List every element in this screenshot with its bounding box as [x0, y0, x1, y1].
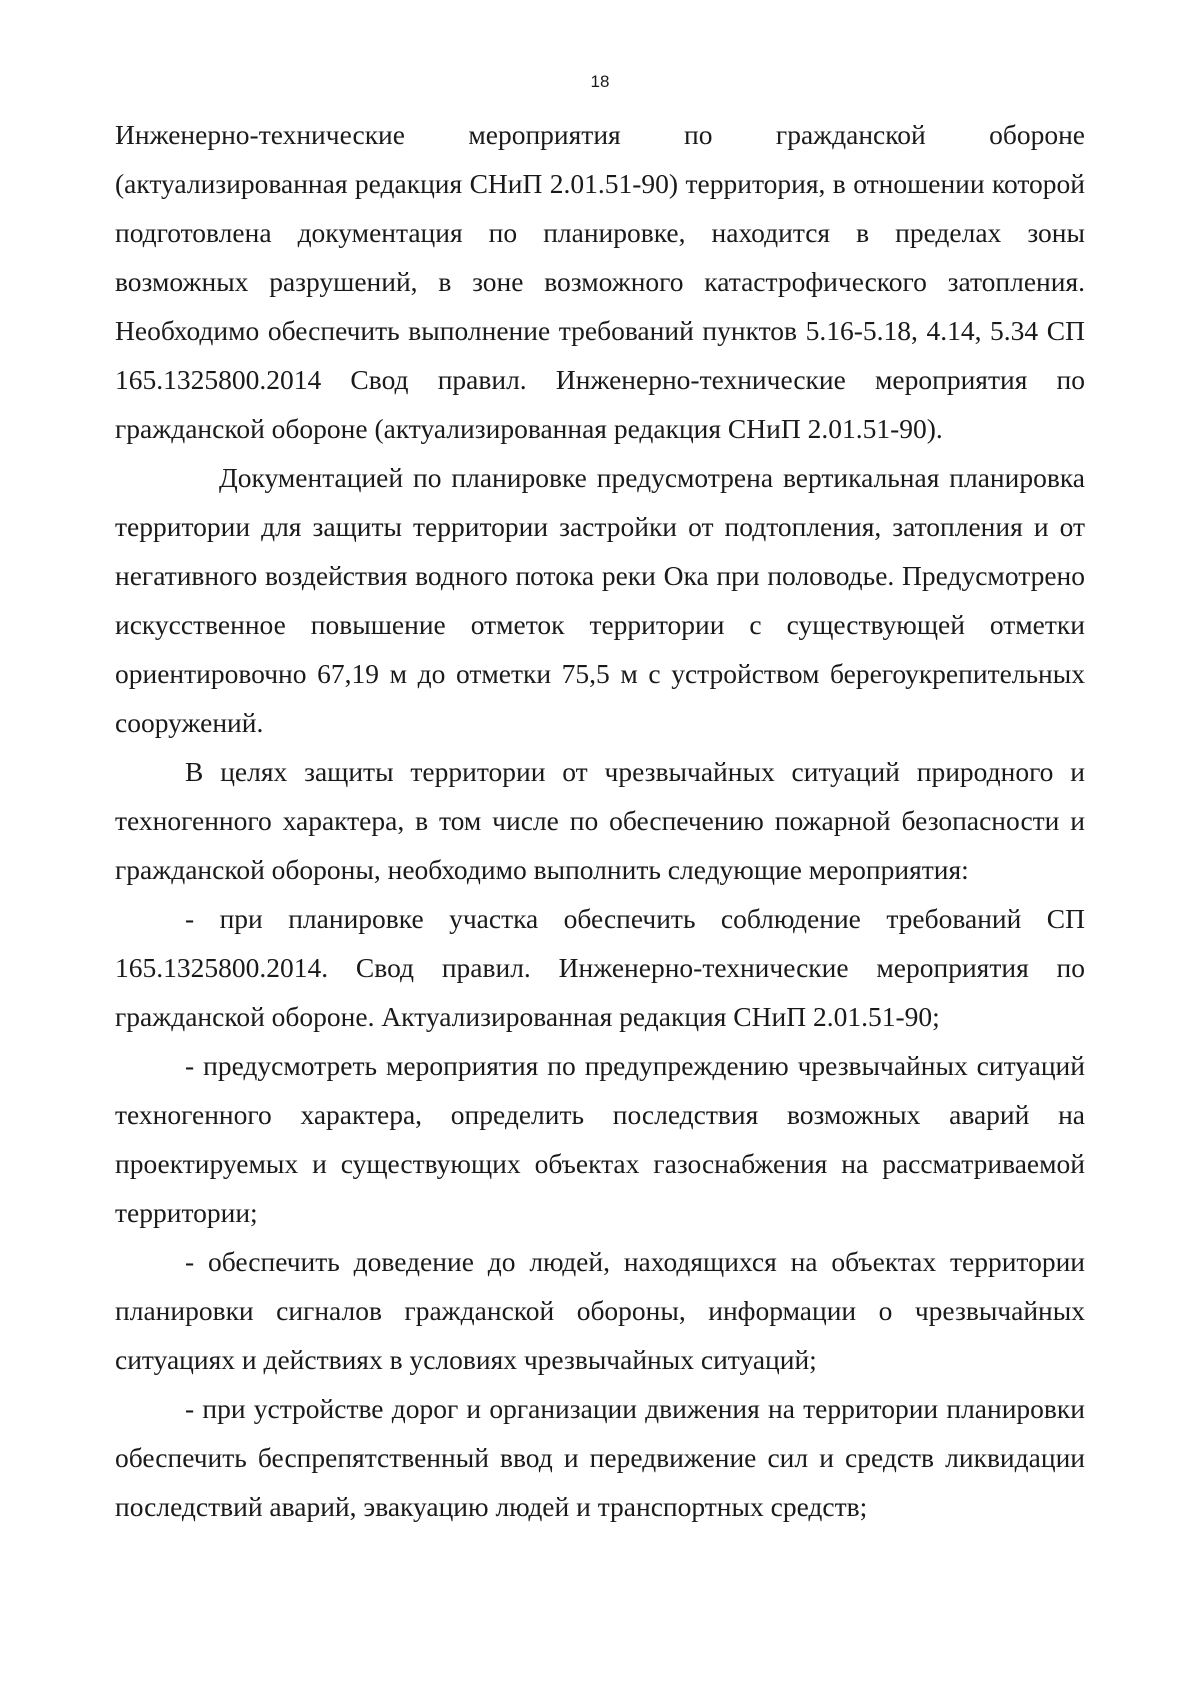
paragraph-civil-defense-requirements: Инженерно-технические мероприятия по гражданской обороне (актуализированная редакция СНиП 2.01.51-90) территория, в отношении которой подготовлена документация по планировке, находится в пределах зоны возможных разрушений, в зоне возможного катастрофического затопления. Необходимо обеспечить выполнение требований пунктов 5.16-5.18, 4.14, 5.34 СП 165.1325800.2014 Свод правил. Инженерно-технические мероприятия по гражданской обороне (актуализированная редакция СНиП 2.01.51-90).	[115, 119, 1085, 444]
list-item-emergency-prevention: - предусмотреть мероприятия по предупреждению чрезвычайных ситуаций техногенного характера, определить последствия возможных аварий на проектируемых и существующих объектах газоснабжения на рассматриваемой территории;	[115, 1050, 1085, 1228]
list-item-signal-notification: - обеспечить доведение до людей, находящихся на объектах территории планировки сигналов гражданской обороны, информации о чрезвычайных ситуациях и действиях в условиях чрезвычайных ситуаций;	[115, 1246, 1085, 1375]
paragraph-vertical-planning: Документацией по планировке предусмотрена вертикальная планировка территории для защиты территории застройки от подтопления, затопления и от негативного воздействия водного потока реки Ока при половодье. Предусмотрено искусственное повышение отметок территории с существующей отметки ориентировочно 67,19 м до отметки 75,5 м с устройством берегоукрепительных сооружений.	[115, 462, 1085, 738]
page-number: 18	[590, 72, 610, 91]
list-item-planning-requirements: - при планировке участка обеспечить соблюдение требований СП 165.1325800.2014. Свод правил. Инженерно-технические мероприятия по гражданской обороне. Актуализированная редакция СНиП 2.01.51-90;	[115, 903, 1085, 1032]
paragraph-emergency-measures-intro: В целях защиты территории от чрезвычайных ситуаций природного и техногенного характера, в том числе по обеспечению пожарной безопасности и гражданской обороны, необходимо выполнить следующие мероприятия:	[115, 756, 1085, 885]
list-item-roads-and-evacuation: - при устройстве дорог и организации движения на территории планировки обеспечить беспрепятственный ввод и передвижение сил и средств ликвидации последствий аварий, эвакуацию людей и транспортных средств;	[115, 1393, 1085, 1522]
document-body	[115, 110, 1085, 1531]
